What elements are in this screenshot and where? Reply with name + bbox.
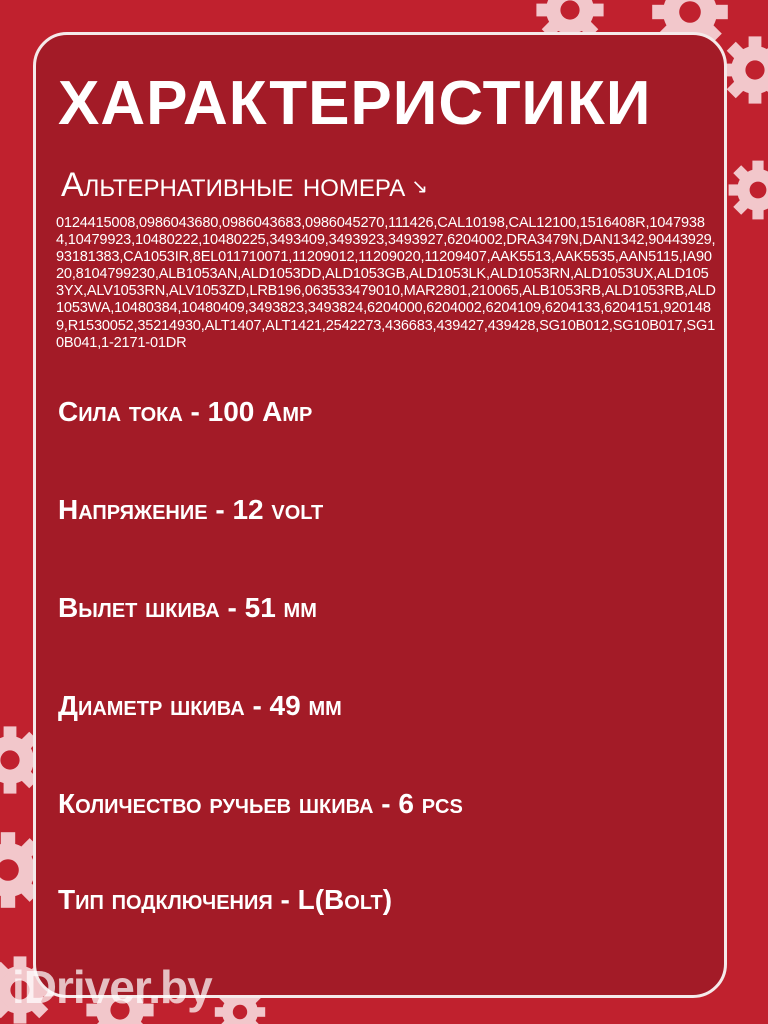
spec-voltage: Напряжение - 12 volt	[58, 494, 324, 525]
spec-pulley-grooves: Количество ручьев шкива - 6 pcs	[58, 788, 463, 819]
arrow-down-right-icon: ↘	[411, 176, 429, 199]
gear-icon	[729, 161, 768, 220]
specs-card	[33, 32, 727, 998]
watermark: iDriver.by	[12, 961, 212, 1013]
spec-pulley-diameter: Диаметр шкива - 49 мм	[58, 690, 342, 721]
alt-numbers-heading	[61, 165, 428, 207]
alt-numbers-heading-label: Альтернативные номера	[61, 166, 406, 204]
spec-connection-type: Тип подключения - L(Bolt)	[58, 884, 393, 915]
alt-numbers-list: 0124415008,0986043680,0986043683,0986045270,111426,CAL10198,CAL12100,1516408R,10479384,10479923,10480222,10480225,3493409,3493923,3493927,6204002,DRA3479N,DAN1342,90443929,93181383,CA1053IR,8EL011710071,11209012,11209020,11209407,AAK5513,AAK5535,AAN5115,IA9020,8104799230,ALB1053AN,ALD1053DD,ALD1053GB,ALD1053LK,ALD1053RN,ALD1053UX,ALD1053YX,ALV1053RN,ALV1053ZD,LRB196,063533479010,MAR2801,210065,ALB1053RB,ALD1053RB,ALD1053WA,10480384,10480409,3493823,3493824,6204000,6204002,6204109,6204133,6204151,9201489,R1530052,35214930,ALT1407,ALT1421,2542273,436683,439427,439428,SG10B012,SG10B017,SG10B041,1-2171-01DR	[56, 215, 716, 351]
gear-icon	[721, 36, 768, 103]
page-title: ХАРАКТЕРИСТИКИ	[58, 69, 652, 138]
spec-current: Сила тока - 100 Amp	[58, 396, 313, 427]
spec-pulley-offset: Вылет шкива - 51 мм	[58, 592, 317, 623]
